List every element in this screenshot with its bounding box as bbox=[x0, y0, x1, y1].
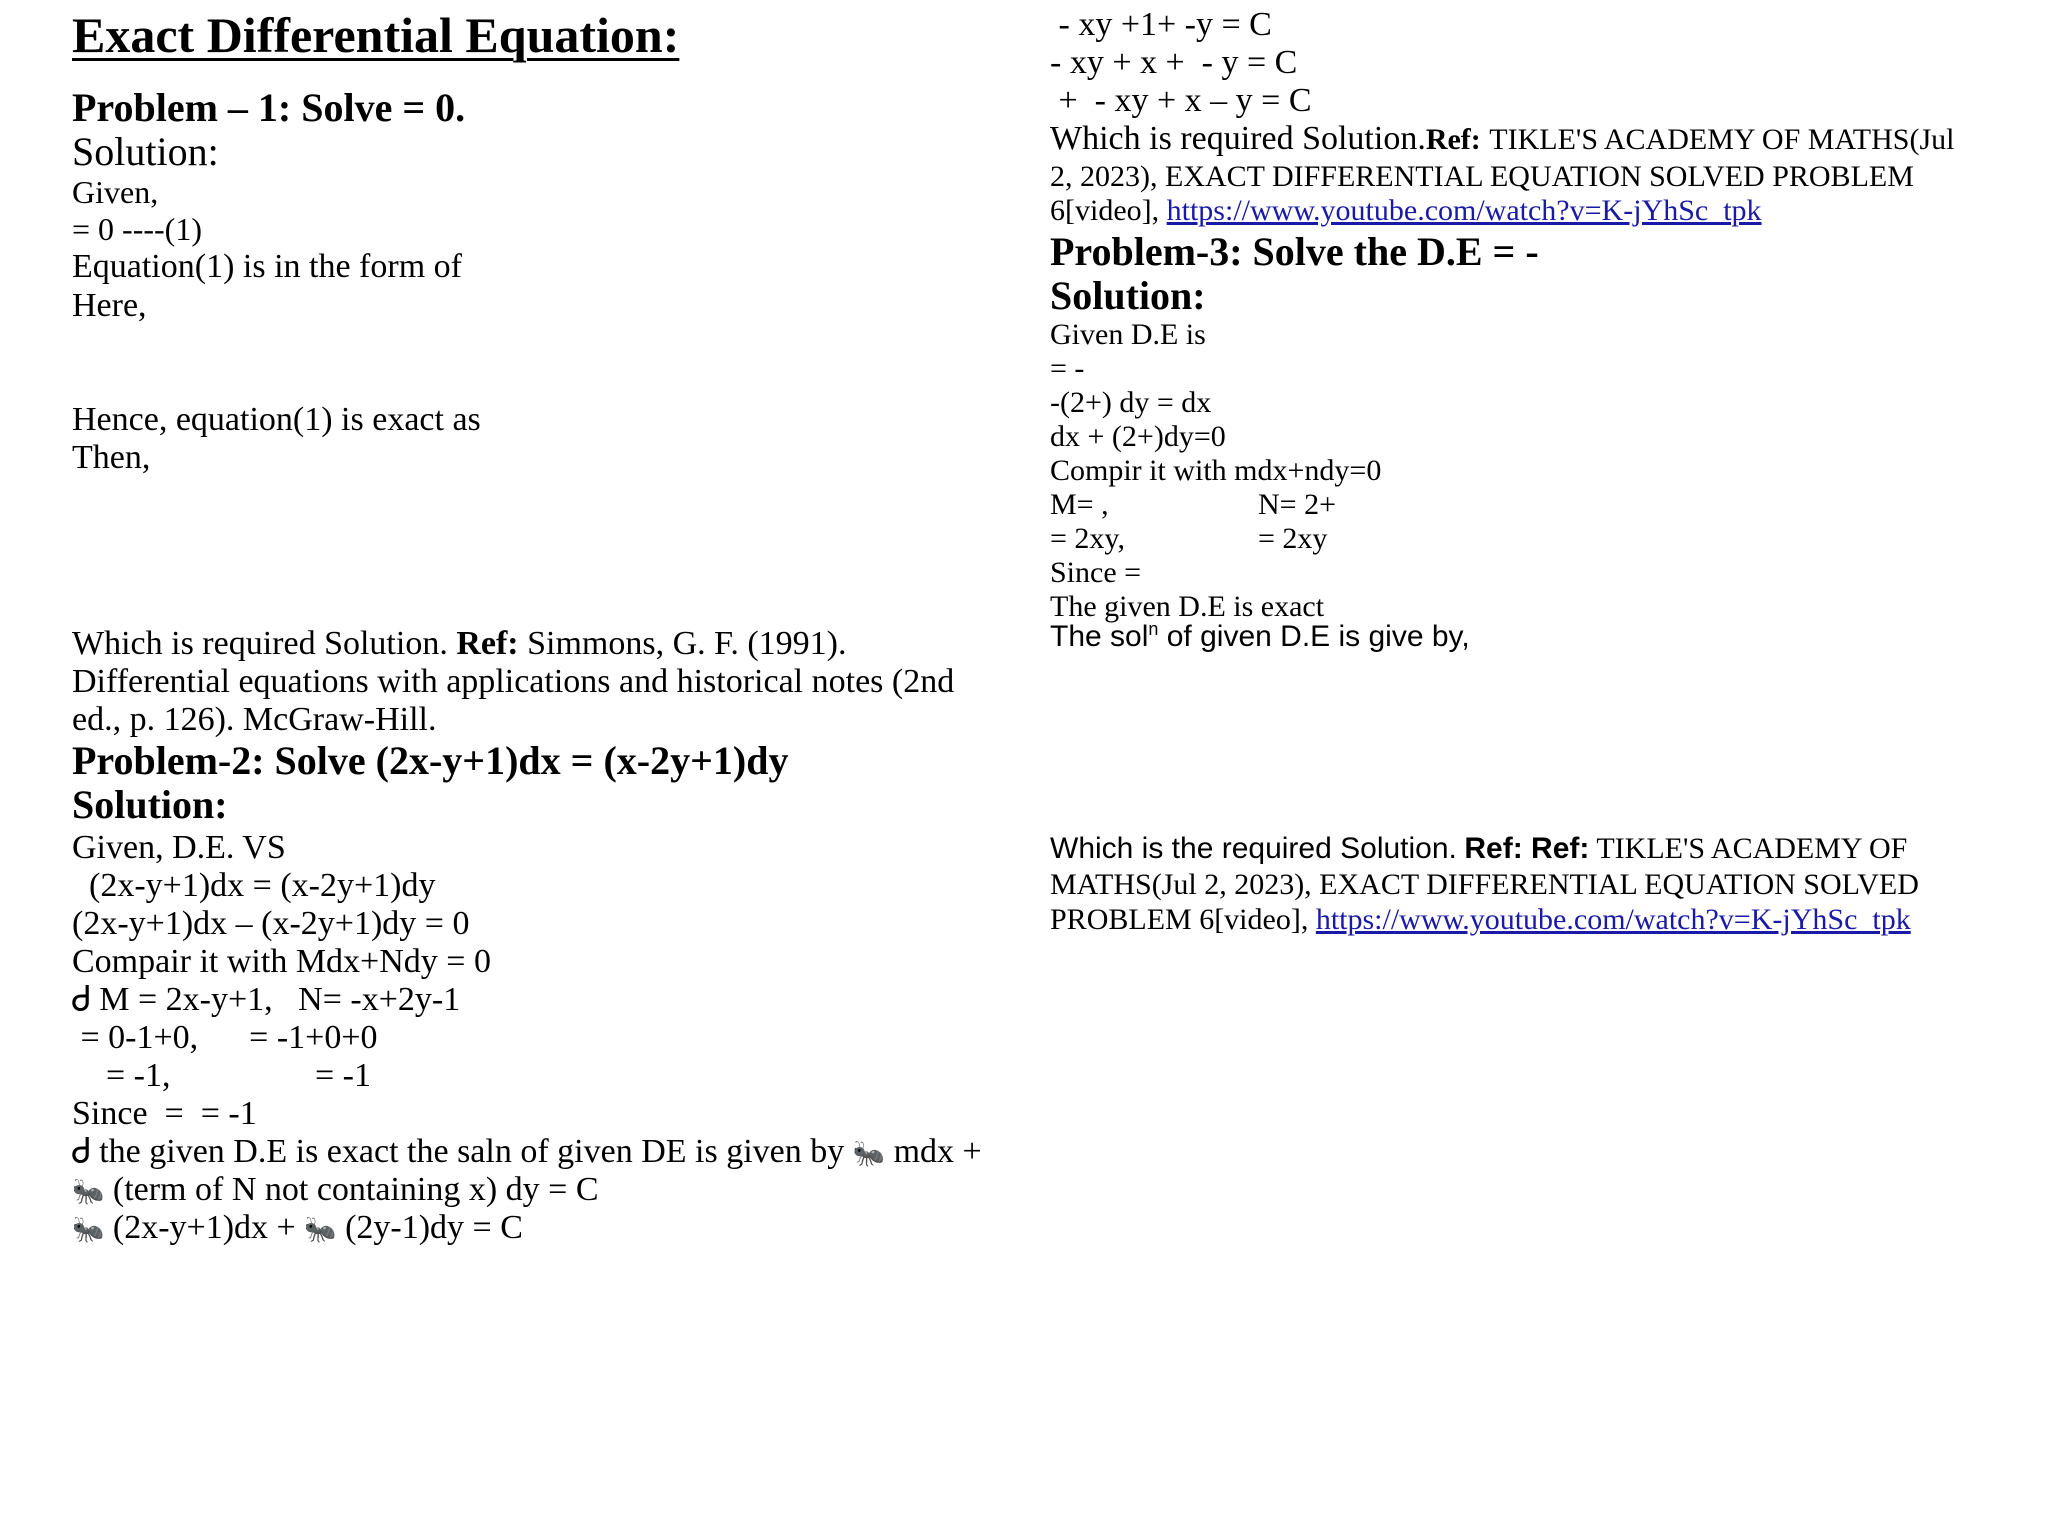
problem3-line: = - bbox=[1050, 352, 1085, 385]
problem2-exact-prefix: Ꮷ the given D.E is exact the saln of given DE is given by bbox=[72, 1133, 845, 1170]
problem1-heading: Problem – 1: Solve = 0. bbox=[72, 85, 466, 130]
problem3-n-derivative: = 2xy bbox=[1258, 522, 1328, 555]
problem2-line: = -1, = -1 bbox=[72, 1057, 371, 1094]
right-top-line: - xy + x + - y = C bbox=[1050, 44, 1298, 81]
problem1-hence: Hence, equation(1) is exact as bbox=[72, 401, 481, 438]
problem2-line: Given, D.E. VS bbox=[72, 829, 286, 866]
problem3-conclusion-text: Which is the required Solution. bbox=[1050, 832, 1457, 865]
problem3-m-derivative: = 2xy, bbox=[1050, 522, 1125, 555]
problem3-exact: The given D.E is exact bbox=[1050, 590, 1325, 623]
problem2-line: Since = = -1 bbox=[72, 1095, 257, 1132]
problem1-form-line: Equation(1) is in the form of bbox=[72, 248, 462, 285]
problem3-n-label: N= 2+ bbox=[1258, 488, 1337, 521]
right-top-ref-text-2: 2, 2023), EXACT DIFFERENTIAL EQUATION SOLVED PROBLEM bbox=[1050, 160, 1914, 193]
right-top-line: - xy +1+ -y = C bbox=[1050, 6, 1272, 43]
problem3-conclusion bbox=[1050, 834, 1907, 864]
problem2-solution-label: Solution: bbox=[72, 782, 228, 827]
integral-glyph-icon: 🐜 bbox=[72, 1215, 105, 1245]
youtube-reference-link[interactable]: https://www.youtube.com/watch?v=K-jYhSc_tpk bbox=[1315, 903, 1911, 936]
problem2-final-b: (2y-1)dy = C bbox=[345, 1209, 523, 1246]
right-top-ref-text-1: TIKLE'S ACADEMY OF MATHS(Jul bbox=[1489, 123, 1955, 156]
problem1-ref-text-3: ed., p. 126). McGraw-Hill. bbox=[72, 701, 437, 738]
problem3-ref-text-2: MATHS(Jul 2, 2023), EXACT DIFFERENTIAL EQUATION SOLVED bbox=[1050, 868, 1919, 901]
problem3-soln-prefix: The sol bbox=[1050, 620, 1149, 653]
problem2-term-text: (term of N not containing x) dy = C bbox=[112, 1171, 599, 1208]
problem2-heading: Problem-2: Solve (2x-y+1)dx = (x-2y+1)dy bbox=[72, 738, 789, 783]
problem2-line: (2x-y+1)dx – (x-2y+1)dy = 0 bbox=[72, 905, 470, 942]
problem1-ref-text-1: Simmons, G. F. (1991). bbox=[527, 625, 847, 662]
problem3-line: Compir it with mdx+ndy=0 bbox=[1050, 454, 1382, 487]
problem1-conclusion bbox=[72, 627, 847, 661]
problem3-m-label: M= , bbox=[1050, 488, 1109, 521]
problem1-then: Then, bbox=[72, 439, 151, 476]
right-top-ref-label: Ref: bbox=[1425, 123, 1481, 156]
integral-glyph-icon: 🐜 bbox=[72, 1177, 105, 1207]
problem3-soln-suffix: of given D.E is give by, bbox=[1158, 620, 1470, 653]
problem1-conclusion-text: Which is required Solution. bbox=[72, 625, 448, 662]
problem2-line: Ꮷ M = 2x-y+1, N= -x+2y-1 bbox=[72, 981, 461, 1018]
problem3-soln-sup: n bbox=[1148, 619, 1159, 639]
problem3-line: dx + (2+)dy=0 bbox=[1050, 420, 1226, 453]
right-top-conclusion bbox=[1050, 122, 1954, 156]
problem3-ref-text-3: PROBLEM 6[video], bbox=[1050, 903, 1309, 936]
problem1-equation-1: = 0 ----(1) bbox=[72, 211, 202, 247]
integral-glyph-icon: 🐜 bbox=[852, 1139, 886, 1169]
problem3-since: Since = bbox=[1050, 556, 1142, 589]
problem2-final-line bbox=[72, 1211, 523, 1245]
problem2-exact-line bbox=[72, 1135, 982, 1169]
problem2-line: (2x-y+1)dx = (x-2y+1)dy bbox=[72, 867, 436, 904]
problem3-line: -(2+) dy = dx bbox=[1050, 386, 1212, 419]
problem2-line: = 0-1+0, = -1+0+0 bbox=[72, 1019, 378, 1056]
problem1-here: Here, bbox=[72, 287, 147, 324]
youtube-reference-link[interactable]: https://www.youtube.com/watch?v=K-jYhSc_tpk bbox=[1166, 194, 1762, 227]
problem1-solution-label: Solution: bbox=[72, 129, 219, 174]
problem3-ref-text-1: TIKLE'S ACADEMY OF bbox=[1596, 832, 1908, 865]
problem2-term-line bbox=[72, 1173, 599, 1207]
problem3-ref-line-3 bbox=[1050, 905, 1911, 935]
right-top-ref-line-3 bbox=[1050, 196, 1762, 226]
problem1-given: Given, bbox=[72, 174, 159, 210]
integral-glyph-icon: 🐜 bbox=[304, 1215, 337, 1245]
problem1-ref-label: Ref: bbox=[456, 625, 519, 662]
problem3-ref-label: Ref: Ref: bbox=[1464, 832, 1590, 865]
problem3-heading: Problem-3: Solve the D.E = - bbox=[1050, 229, 1539, 274]
problem2-exact-suffix: mdx + bbox=[893, 1133, 982, 1170]
problem2-line: Compair it with Mdx+Ndy = 0 bbox=[72, 943, 491, 980]
right-top-line: + - xy + x – y = C bbox=[1050, 82, 1312, 119]
problem2-final-a: (2x-y+1)dx + bbox=[112, 1209, 296, 1246]
problem3-soln-line bbox=[1050, 619, 1470, 653]
right-top-ref-text-3: 6[video], bbox=[1050, 194, 1160, 227]
problem1-ref-text-2: Differential equations with applications and historical notes (2nd bbox=[72, 663, 955, 700]
problem3-solution-label: Solution: bbox=[1050, 273, 1206, 318]
page-title: Exact Differential Equation: bbox=[72, 7, 680, 63]
problem3-line: Given D.E is bbox=[1050, 318, 1206, 351]
right-top-conclusion-text: Which is required Solution. bbox=[1050, 120, 1426, 157]
